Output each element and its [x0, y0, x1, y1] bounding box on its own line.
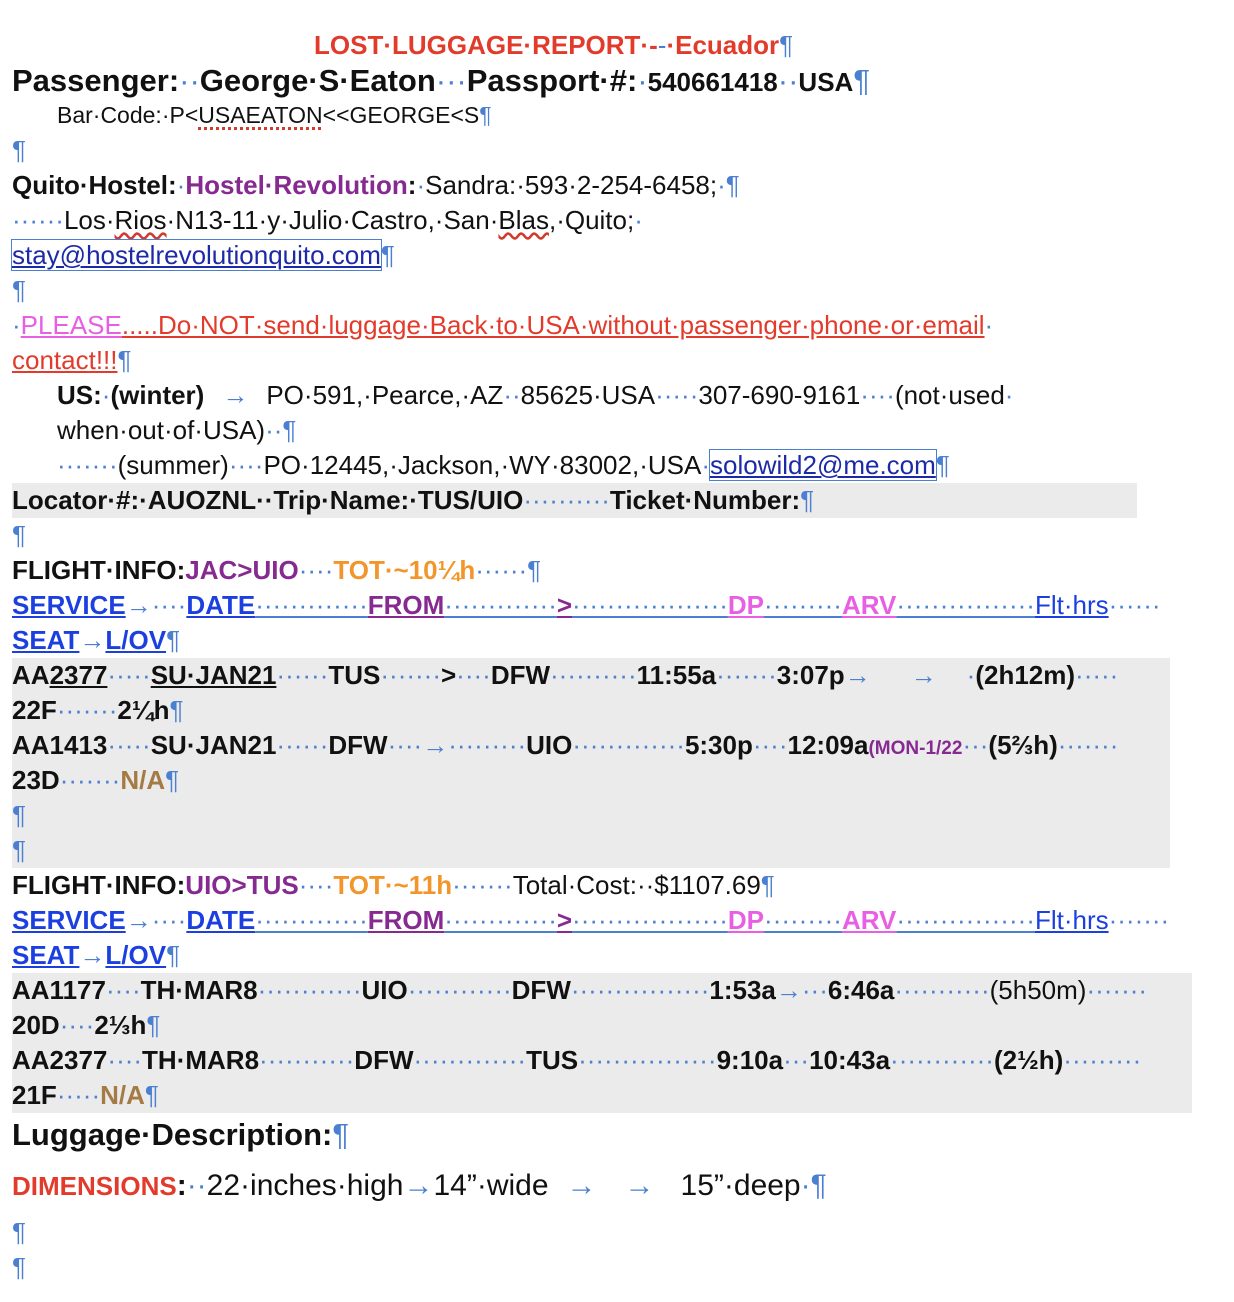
us-summer-line: ·······(summer)····PO·12445,·Jackson,·WY·83002,·USA·solowild2@me.com¶ — [57, 450, 950, 480]
return-legs — [12, 973, 1192, 1113]
hostel-address: ······Los·Rios·N13-11·y·Julio·Castro,·San·Blas,·Quito;· — [12, 205, 643, 235]
empty-paragraph: ¶ — [12, 275, 26, 305]
table-header-return-2: SEAT→L/OV¶ — [12, 940, 181, 970]
passenger-line: Passenger:··George·S·Eaton···Passport·#:·540661418··USA¶ — [12, 63, 870, 98]
flight-info-outbound: FLIGHT·INFO:JAC>UIO····TOT·~10¼h······¶ — [12, 555, 542, 585]
document-body — [12, 28, 1212, 1285]
empty-paragraph: ¶ — [12, 520, 26, 550]
table-header-return: SERVICE→····DATE·············FROM·············>··················DP·········ARV················Flt·hrs······· — [12, 905, 1170, 935]
table-header-outbound-2: SEAT→L/OV¶ — [12, 625, 181, 655]
empty-paragraph: ¶ — [12, 1217, 26, 1247]
locator-line: Locator·#:·AUOZNL··Trip·Name:·TUS/UIO··········Ticket·Number:¶ — [12, 483, 1137, 518]
table-row-cont: 20D····2⅓h¶ — [12, 1010, 161, 1040]
barcode-line: Bar·Code:·P<USAEATON<<GEORGE<S¶ — [57, 102, 492, 128]
warning-line-2: contact!!!¶ — [12, 345, 132, 375]
table-row-cont: 22F·······2¼h¶ — [12, 695, 184, 725]
table-header-outbound: SERVICE→····DATE·············FROM·············>··················DP·········ARV················Flt·hrs······ — [12, 590, 1161, 620]
personal-email-link[interactable]: solowild2@me.com — [710, 450, 936, 480]
outbound-legs — [12, 658, 1170, 868]
empty-paragraph: ¶ — [12, 800, 26, 830]
table-row-cont: 23D·······N/A¶ — [12, 765, 180, 795]
report-title: LOST·LUGGAGE·REPORT·--·Ecuador¶ — [314, 30, 794, 60]
warning-line: ·PLEASE.....Do·NOT·send·luggage·Back·to·USA·without·passenger·phone·or·email· — [12, 310, 994, 340]
luggage-description: Luggage·Description:¶ — [12, 1117, 349, 1152]
table-row-cont: 21F·····N/A¶ — [12, 1080, 159, 1110]
flight-info-return: FLIGHT·INFO:UIO>TUS····TOT·~11h·······Total·Cost:··$1107.69¶ — [12, 870, 775, 900]
table-row: AA1413·····SU·JAN21······DFW····→·········UIO·············5:30p····12:09a(MON-1/22···(5⅔h)······· — [12, 730, 1119, 760]
empty-paragraph: ¶ — [12, 135, 26, 165]
empty-paragraph: ¶ — [12, 835, 26, 865]
hostel-line: Quito·Hostel:·Hostel·Revolution:·Sandra:·593·2-254-6458;·¶ — [12, 170, 740, 200]
hostel-email-link[interactable]: stay@hostelrevolutionquito.com — [12, 240, 381, 270]
table-row: AA2377·····SU·JAN21······TUS·······>····DFW··········11:55a·······3:07p→ → ·(2h12m)····· — [12, 660, 1119, 690]
table-row: AA1177····TH·MAR8············UIO············DFW················1:53a→···6:46a···········(5h50m)······· — [12, 975, 1148, 1005]
us-winter-line-2: when·out·of·USA)··¶ — [57, 415, 297, 445]
dimensions-line: DIMENSIONS:··22·inches·high→14”·wide → → 15”·deep·¶ — [12, 1169, 827, 1202]
us-winter-line: US:·(winter) → PO·591,·Pearce,·AZ··85625·USA·····307-690-9161····(not·used· — [57, 380, 1014, 410]
table-row: AA2377····TH·MAR8···········DFW·············TUS················9:10a···10:43a············(2½h)········· — [12, 1045, 1142, 1075]
empty-paragraph: ¶ — [12, 1252, 26, 1282]
hostel-email-line: stay@hostelrevolutionquito.com¶ — [12, 240, 395, 270]
